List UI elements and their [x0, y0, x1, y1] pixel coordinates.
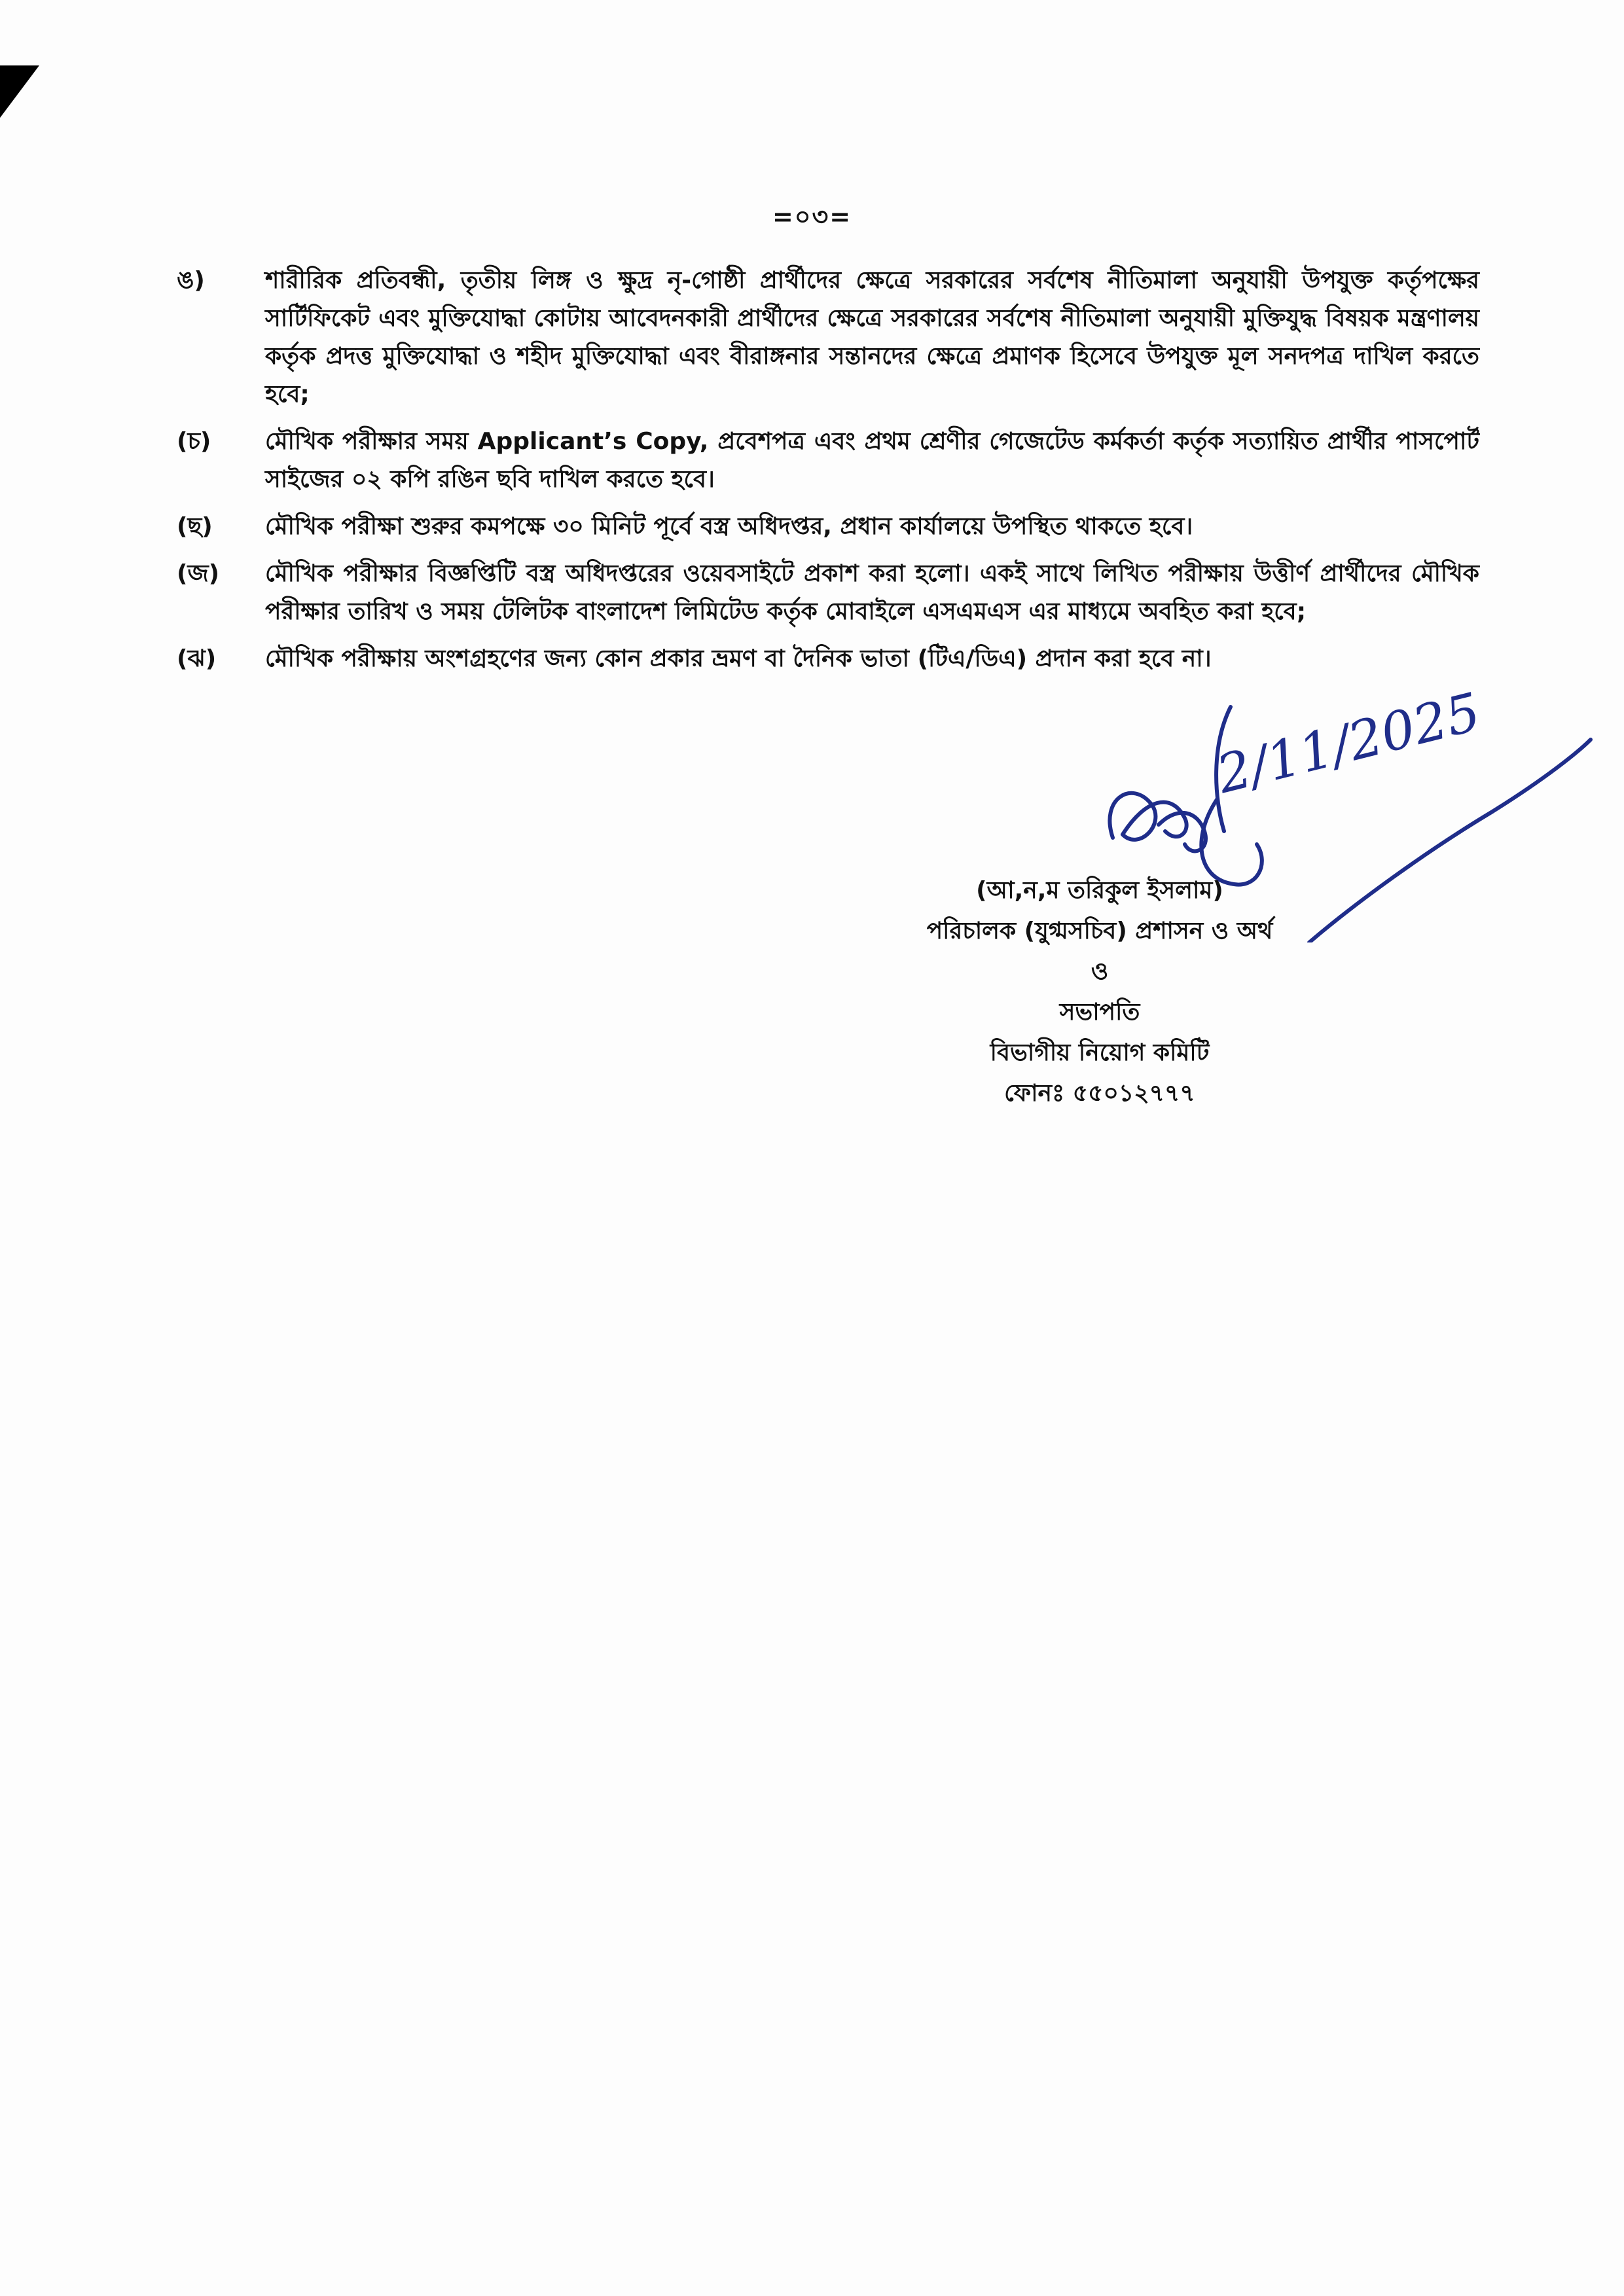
signatory-committee: বিভাগীয় নিয়োগ কমিটি	[990, 1039, 1210, 1066]
signatory-conjunction: ও	[1091, 958, 1109, 985]
signatory-phone: ফোনঃ ৫৫০১২৭৭৭	[1004, 1080, 1195, 1107]
list-item	[177, 555, 1479, 631]
item-marker: (ছ)	[177, 513, 213, 540]
signature-date: 2/11/2025	[1211, 681, 1487, 806]
corner-mark	[0, 65, 39, 118]
item-marker: (ঝ)	[177, 645, 217, 672]
signatory-designation: পরিচালক (যুগ্মসচিব) প্রশাসন ও অর্থ	[926, 918, 1273, 944]
list-item	[177, 262, 1479, 414]
signatory-block	[851, 870, 1348, 1114]
item-text: মৌখিক পরীক্ষার সময় Applicant’s Copy, প্রবেশপত্র এবং প্রথম শ্রেণীর গেজেটেড কর্মকর্তা কর্তৃক সত্যায়িত প্রার্থীর পাসপোর্ট সাইজের ০২ কপি রঙিন ছবি দাখিল করতে হবে।	[265, 428, 1479, 493]
signatory-role: সভাপতি	[1059, 999, 1140, 1026]
item-text: মৌখিক পরীক্ষায় অংশগ্রহণের জন্য কোন প্রকার ভ্রমণ বা দৈনিক ভাতা (টিএ/ডিএ) প্রদান করা হবে না।	[265, 645, 1212, 672]
list-item	[177, 423, 1479, 499]
item-marker: ঙ)	[177, 267, 205, 294]
page-number: =০৩=	[772, 202, 852, 231]
item-text: শারীরিক প্রতিবন্ধী, তৃতীয় লিঙ্গ ও ক্ষুদ্র নৃ-গোষ্ঠী প্রার্থীদের ক্ষেত্রে সরকারের সর্বশেষ নীতিমালা অনুযায়ী উপযুক্ত কর্তৃপক্ষের সার্টিফিকেট এবং মুক্তিযোদ্ধা কোটায় আবেদনকারী প্রার্থীদের ক্ষেত্রে সরকারের সর্বশেষ নীতিমালা অনুযায়ী মুক্তিযুদ্ধ বিষয়ক মন্ত্রণালয় কর্তৃক প্রদত্ত মুক্তিযোদ্ধা ও শহীদ মুক্তিযোদ্ধা এবং বীরাঙ্গনার সন্তানদের ক্ষেত্রে প্রমাণক হিসেবে উপযুক্ত মূল সনদপত্র দাখিল করতে হবে;	[265, 267, 1479, 408]
item-marker: (জ)	[177, 560, 220, 587]
instruction-list	[177, 262, 1479, 687]
item-text: মৌখিক পরীক্ষা শুরুর কমপক্ষে ৩০ মিনিট পূর্বে বস্ত্র অধিদপ্তর, প্রধান কার্যালয়ে উপস্থিত থাকতে হবে।	[265, 513, 1193, 540]
item-marker: (চ)	[177, 428, 211, 455]
list-item	[177, 508, 1479, 546]
signatory-name: (আ,ন,ম তরিকুল ইসলাম)	[976, 877, 1223, 904]
item-text: মৌখিক পরীক্ষার বিজ্ঞপ্তিটি বস্ত্র অধিদপ্তরের ওয়েবসাইটে প্রকাশ করা হলো। একই সাথে লিখিত পরীক্ষায় উত্তীর্ণ প্রার্থীদের মৌখিক পরীক্ষার তারিখ ও সময় টেলিটক বাংলাদেশ লিমিটেড কর্তৃক মোবাইলে এসএমএস এর মাধ্যমে অবহিত করা হবে;	[265, 560, 1479, 625]
